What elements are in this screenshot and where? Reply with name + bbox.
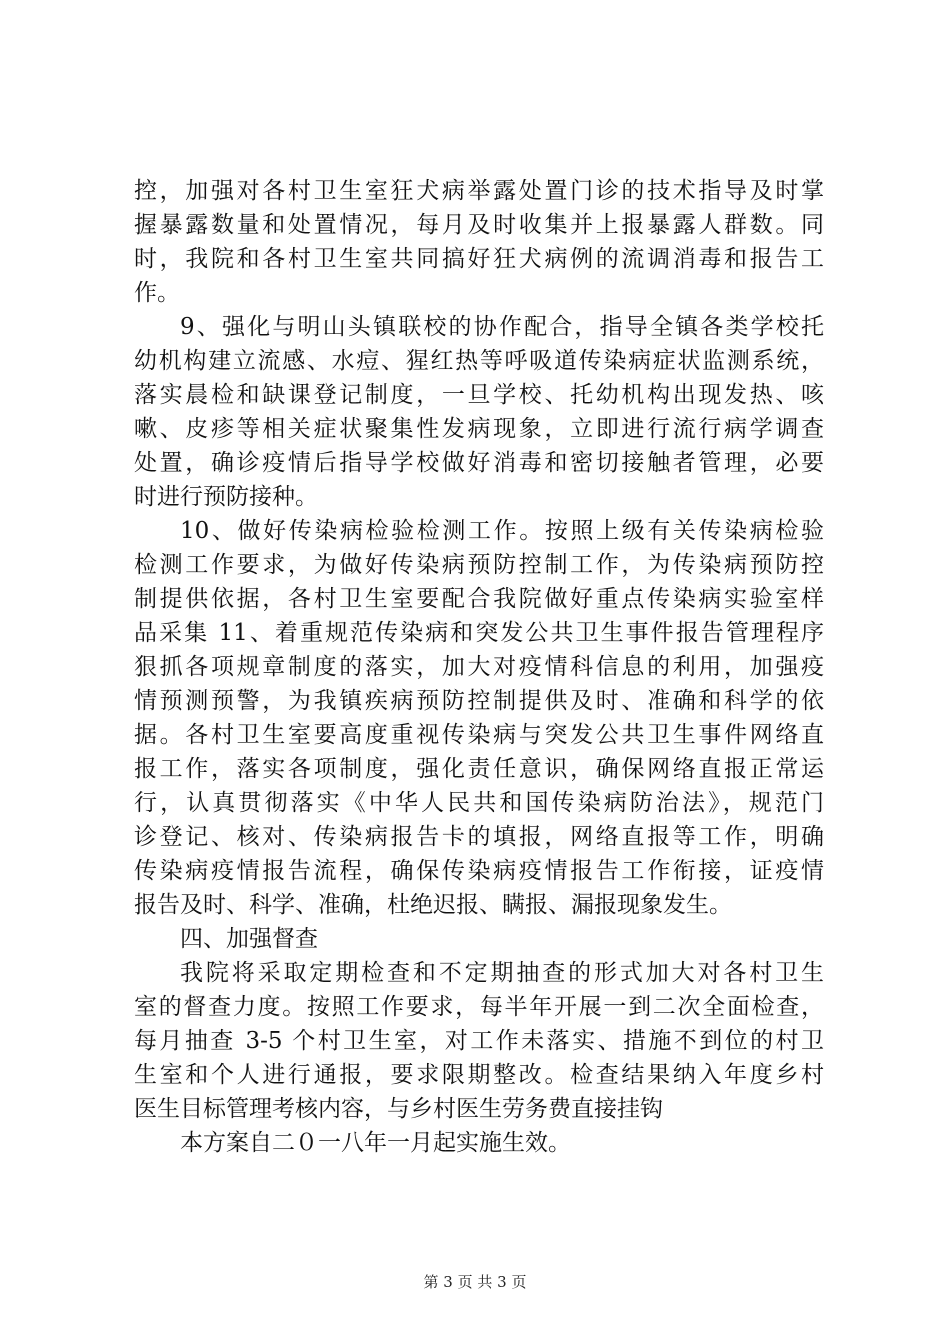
page-number: 第 3 页 共 3 页 <box>423 1273 527 1291</box>
text-line: 幼机构建立流感、水痘、猩红热等呼吸道传染病症状监测系统， <box>134 348 824 374</box>
text-line: 制提供依据，各村卫生室要配合我院做好重点传染病实验室样 <box>134 586 824 612</box>
text-line: 传染病疫情报告流程，确保传染病疫情报告工作衔接，证疫情 <box>134 858 824 884</box>
text-line: 本方案自二０一八年一月起实施生效。 <box>180 1130 571 1156</box>
text-line: 报工作，落实各项制度，强化责任意识，确保网络直报正常运 <box>134 756 824 782</box>
text-line: 室的督查力度。按照工作要求，每半年开展一到二次全面检查， <box>134 994 824 1020</box>
text-line: 10、做好传染病检验检测工作。按照上级有关传染病检验 <box>180 518 824 544</box>
text-line: 时，我院和各村卫生室共同搞好狂犬病例的流调消毒和报告工 <box>134 246 824 272</box>
text-line: 行，认真贯彻落实《中华人民共和国传染病防治法》，规范门 <box>134 790 824 816</box>
text-line: 作。 <box>134 280 180 306</box>
document-body <box>134 174 824 1160</box>
text-line: 检测工作要求，为做好传染病预防控制工作，为传染病预防控 <box>134 552 824 578</box>
section-heading: 四、加强督查 <box>180 926 318 952</box>
text-line: 落实晨检和缺课登记制度，一旦学校、托幼机构出现发热、咳 <box>134 382 824 408</box>
text-line: 报告及时、科学、准确，杜绝迟报、瞒报、漏报现象发生。 <box>134 892 732 918</box>
text-line: 握暴露数量和处置情况，每月及时收集并上报暴露人群数。同 <box>134 212 824 238</box>
text-line: 处置，确诊疫情后指导学校做好消毒和密切接触者管理，必要 <box>134 450 824 476</box>
text-line: 每月抽查 3-5 个村卫生室，对工作未落实、措施不到位的村卫 <box>134 1028 824 1054</box>
text-line: 医生目标管理考核内容，与乡村医生劳务费直接挂钩 <box>134 1096 663 1122</box>
text-line: 生室和个人进行通报，要求限期整改。检查结果纳入年度乡村 <box>134 1062 824 1088</box>
text-line: 时进行预防接种。 <box>134 484 318 510</box>
text-line: 据。各村卫生室要高度重视传染病与突发公共卫生事件网络直 <box>134 722 824 748</box>
text-line: 我院将采取定期检查和不定期抽查的形式加大对各村卫生 <box>180 960 824 986</box>
text-line: 控，加强对各村卫生室狂犬病举露处置门诊的技术指导及时掌 <box>134 178 824 204</box>
text-line: 诊登记、核对、传染病报告卡的填报，网络直报等工作，明确 <box>134 824 824 850</box>
text-line: 情预测预警，为我镇疾病预防控制提供及时、准确和科学的依 <box>134 688 824 714</box>
text-line: 狠抓各项规章制度的落实，加大对疫情科信息的利用，加强疫 <box>134 654 824 680</box>
text-line: 9、强化与明山头镇联校的协作配合，指导全镇各类学校托 <box>180 314 824 340</box>
text-line: 嗽、皮疹等相关症状聚集性发病现象，立即进行流行病学调查 <box>134 416 824 442</box>
text-line: 品采集 11、着重规范传染病和突发公共卫生事件报告管理程序 <box>134 620 824 646</box>
